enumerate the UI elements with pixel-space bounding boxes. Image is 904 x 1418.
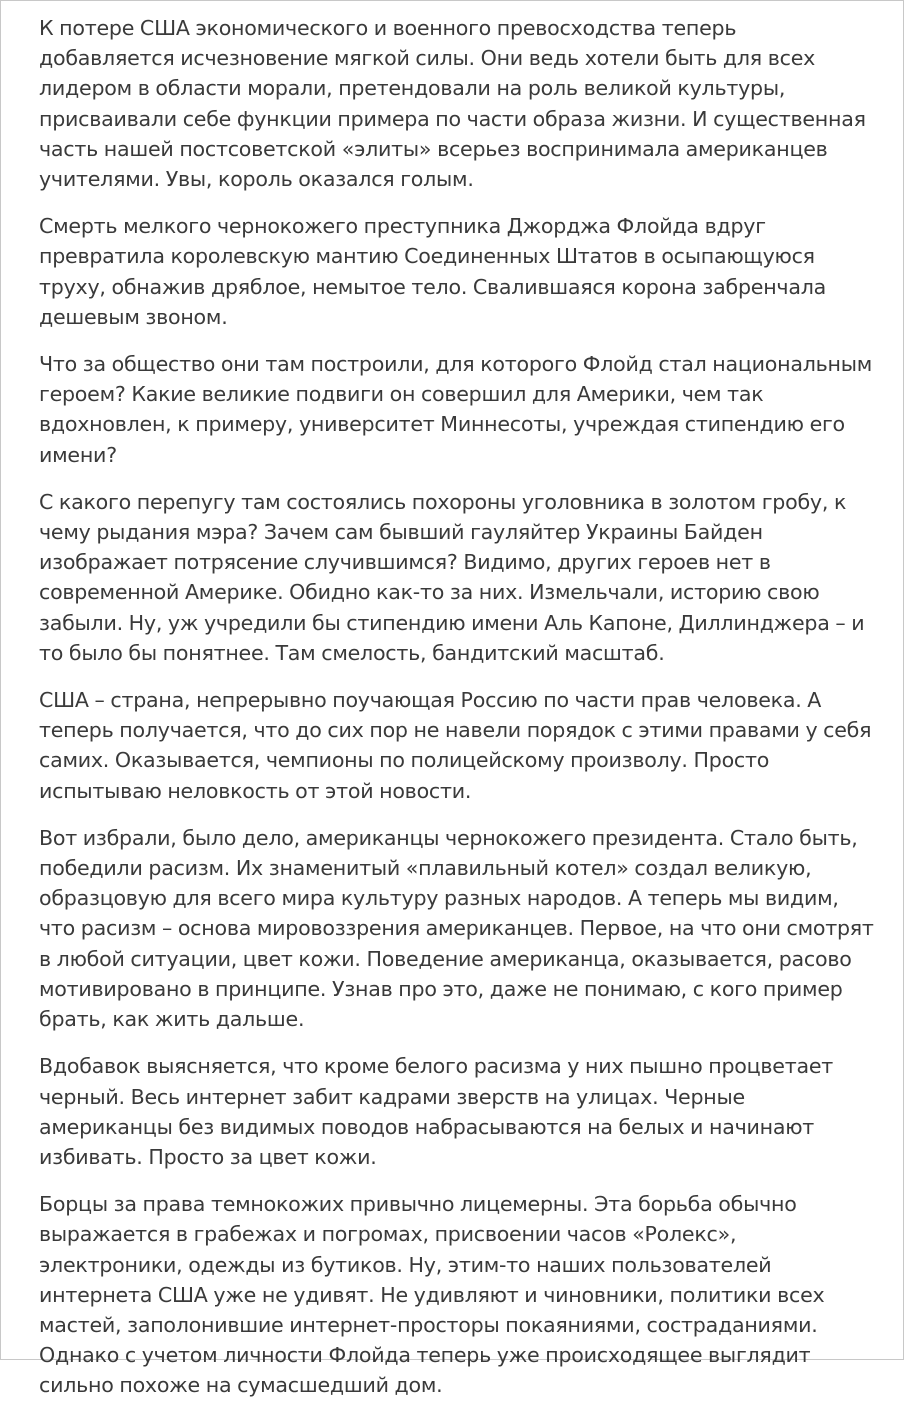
article-body (39, 13, 875, 1418)
paragraph-3: Что за общество они там построили, для которого Флойд стал национальным героем? Какие великие подвиги он совершил для Америки, чем так вдохновлен, к примеру, университет Миннесоты, учреждая стипендию его имени? (39, 352, 873, 467)
paragraph-8: Борцы за права темнокожих привычно лицемерны. Эта борьба обычно выражается в грабежах и погромах, присвоении часов «Ролекс», электроники, одежды из бутиков. Ну, этим-то наших пользователей интернета США уже не удивят. Не удивляют и чиновники, политики всех мастей, заполонившие интернет-просторы покаяниями, состраданиями. Однако с учетом личности Флойда теперь уже происходящее выглядит сильно похоже на сумасшедший дом. (39, 1192, 825, 1398)
paragraph-4: С какого перепугу там состоялись похороны уголовника в золотом гробу, к чему рыдания мэра? Зачем сам бывший гауляйтер Украины Байден изображает потрясение случившимся? Видимо, других героев нет в современной Америке. Обидно как-то за них. Измельчали, историю свою забыли. Ну, уж учредили бы стипендию имени Аль Капоне, Диллинджера – и то было бы понятнее. Там смелость, бандитский масштаб. (39, 489, 865, 665)
paragraph-5: США – страна, непрерывно поучающая Россию по части прав человека. А теперь получается, что до сих пор не навели порядок с этими правами у себя самих. Оказывается, чемпионы по полицейскому произволу. Просто испытываю неловкость от этой новости. (39, 688, 872, 803)
paragraph-1: К потере США экономического и военного превосходства теперь добавляется исчезновение мягкой силы. Они ведь хотели быть для всех лидером в области морали, претендовали на роль великой культуры, присваивали себе функции примера по части образа жизни. И существенная часть нашей постсоветской «элиты» всерьез воспринимала американцев учителями. Увы, король оказался голым. (39, 16, 866, 192)
paragraph-7: Вдобавок выясняется, что кроме белого расизма у них пышно процветает черный. Весь интернет забит кадрами зверств на улицах. Черные американцы без видимых поводов набрасываются на белых и начинают избивать. Просто за цвет кожи. (39, 1054, 833, 1169)
paragraph-2: Смерть мелкого чернокожего преступника Джорджа Флойда вдруг превратила королевскую мантию Соединенных Штатов в осыпающуюся труху, обнажив дряблое, немытое тело. Свалившаяся корона забренчала дешевым звоном. (39, 214, 826, 329)
paragraph-6: Вот избрали, было дело, американцы чернокожего президента. Стало быть, победили расизм. Их знаменитый «плавильный котел» создал великую, образцовую для всего мира культуру разных народов. А теперь мы видим, что расизм – основа мировоззрения американцев. Первое, на что они смотрят в любой ситуации, цвет кожи. Поведение американца, оказывается, расово мотивировано в принципе. Узнав про это, даже не понимаю, с кого пример брать, как жить дальше. (39, 825, 874, 1032)
